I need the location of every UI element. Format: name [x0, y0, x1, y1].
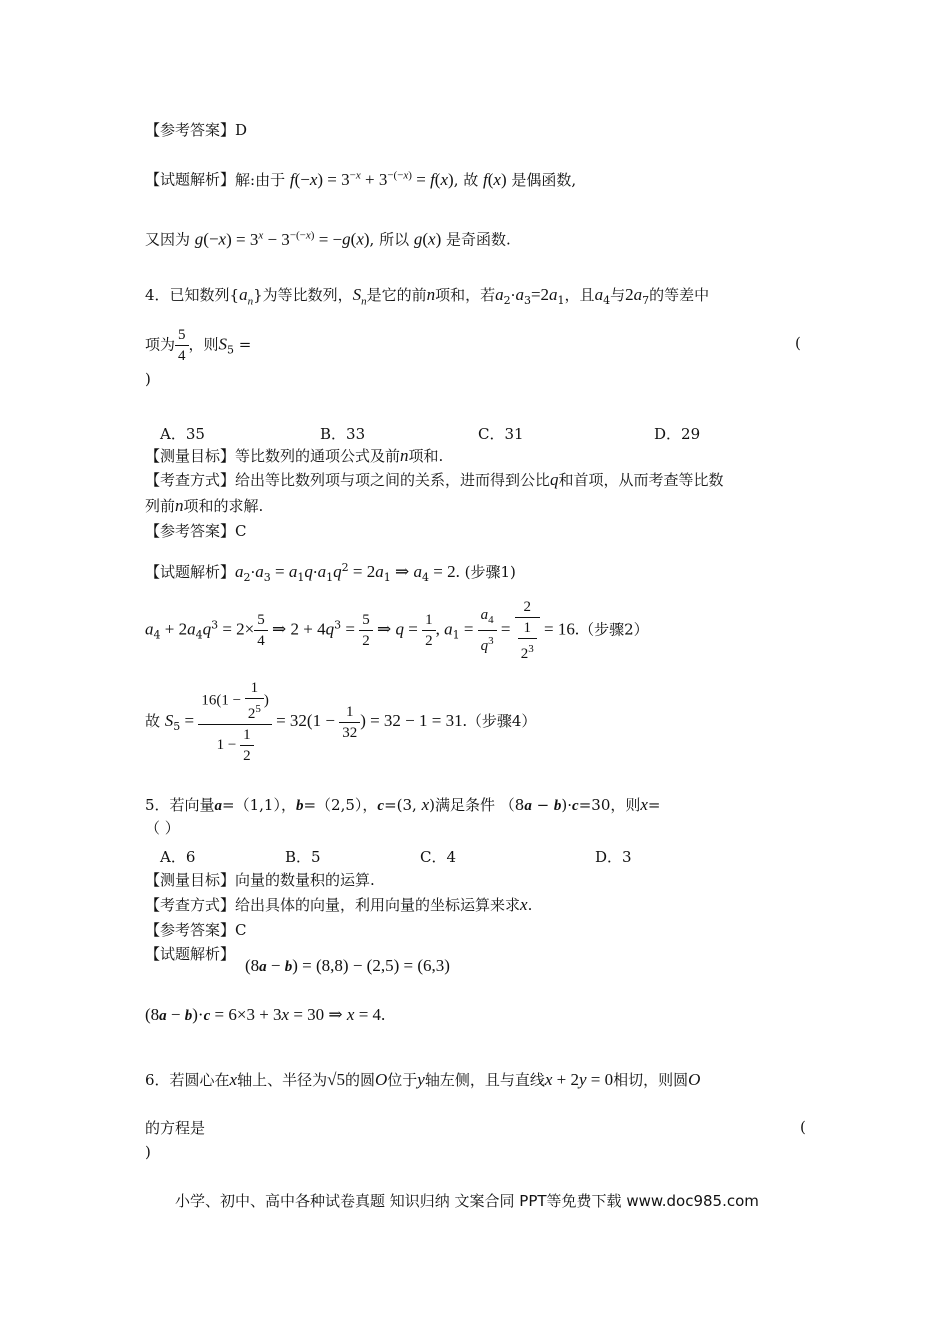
q4-answer-value: C: [235, 522, 247, 540]
q4-option-d: D．29: [654, 425, 701, 443]
q4-target-label: 【测量目标】: [145, 447, 236, 465]
q4-option-b: B．33: [320, 425, 366, 443]
q4-method-line1: 【考查方式】给出等比数列项与项之间的关系，进而得到公比q和首项，从而考查等比数: [145, 470, 724, 489]
q5-method-line: 【考查方式】给出具体的向量，利用向量的坐标运算来求x.: [145, 895, 533, 914]
q6-question-line2: 的方程是: [145, 1119, 206, 1137]
q5-option-a: A．6: [160, 848, 196, 866]
q3-answer-value: D: [235, 121, 248, 139]
q3-analysis-text: 解:由于 $f(-x) = 3^{-x} + 3^{-(-x)} = f(x)$, 故 f(x) 是偶函数,: [235, 169, 577, 189]
q5-answer-line: [145, 920, 247, 940]
q5-analysis-label: 【试题解析】: [145, 945, 236, 963]
q5-question-line1: 5．若向量a=（1,1），b=（2,5），c=(3, x)满足条件 （8a − b)·c=30，则x=: [145, 795, 661, 814]
q4-question-line2: 项为 $\frac{5}{4}$ ，则$S_5$ =: [145, 327, 252, 364]
q3-line2: 又因为 $g(-x) = 3^x - 3^{-(-x)} = -g(x)$, 所以 g(x) 是奇函数.: [145, 229, 511, 249]
q3-answer-line: [145, 120, 247, 140]
q5-target-label: 【测量目标】: [145, 871, 236, 889]
page-footer: 小学、初中、高中各种试卷真题 知识归纳 文案合同 PPT等免费下载 www.doc985.com: [175, 1192, 759, 1210]
q4-answer-label: 【参考答案】: [145, 522, 236, 540]
q4-method-label: 【考查方式】: [145, 471, 236, 489]
q6-paren-open: (: [800, 1118, 806, 1136]
q4-answer-line: [145, 521, 247, 541]
q4-question-line1: 4．已知数列$\{a_n\}$为等比数列，$S_n$是它的前n项和，若$a_2\cdot a_3=2a_1$，且$a_4$与$2a_7$的等差中: [145, 285, 710, 308]
q4-target-line: 【测量目标】等比数列的通项公式及前n项和.: [145, 446, 444, 465]
q6-question-line1: 6．若圆心在x轴上、半径为√5的圆O位于y轴左侧，且与直线x + 2y = 0相切，则圆O: [145, 1070, 701, 1089]
q6-paren-close: ): [145, 1143, 151, 1161]
q4-analysis-step1: 【试题解析】$a_2\cdot a_3 = a_1q\cdot a_1q^2 = 2a_1$ ⇒ $a_4 = 2$. (步骤1): [145, 561, 516, 584]
q4-analysis-step2: $a_4 + 2a_4q^3 = 2\times$ $\frac{5}{4}$ ⇒ $2 + 4q^3$ = $\frac{5}{2}$ ⇒ q = $\frac{1}{2}$ , $a_1$ = $\frac{a_4}{q^3}$ = $\frac{2}{\frac{1}{2^3}}$ = 16.（步骤2）: [145, 599, 649, 662]
q4-option-a: A．35: [160, 425, 205, 443]
q4-paren-close: ): [145, 370, 151, 388]
q5-answer-label: 【参考答案】: [145, 921, 236, 939]
q4-paren-open: (: [795, 334, 801, 352]
q5-option-c: C．4: [420, 848, 457, 866]
q4-option-c: C．31: [478, 425, 524, 443]
q5-option-b: B．5: [285, 848, 321, 866]
q3-analysis-line: [145, 165, 576, 190]
q5-eq1: (8a − b) = (8,8) − (2,5) = (6,3): [245, 956, 450, 975]
q5-answer-value: C: [235, 921, 247, 939]
q5-method-label: 【考查方式】: [145, 896, 236, 914]
q5-eq2: (8a − b)·c = 6×3 + 3x = 30 ⇒ x = 4.: [145, 1005, 386, 1024]
q3-analysis-label: 【试题解析】: [145, 170, 236, 189]
q5-question-line2: （ ）: [145, 819, 180, 837]
q4-method-line2: 列前n项和的求解.: [145, 496, 264, 515]
q4-frac-5-4: $\frac{5}{4}$: [175, 325, 189, 366]
q4-analysis-step4: 故 $S_5$ = 16(1 − $\frac{1}{2^5}$ ) 1 − $\frac{1}{2}$ = 32(1 − $\frac{1}{32}$ ) = 32 − 1 = 31.（步骤4）: [145, 680, 537, 764]
q5-option-d: D．3: [595, 848, 632, 866]
q3-answer-label: 【参考答案】: [145, 121, 236, 139]
q4-analysis-label: 【试题解析】: [145, 563, 236, 581]
q5-target-line: [145, 870, 375, 890]
q5-target-text: 向量的数量积的运算.: [235, 871, 375, 889]
